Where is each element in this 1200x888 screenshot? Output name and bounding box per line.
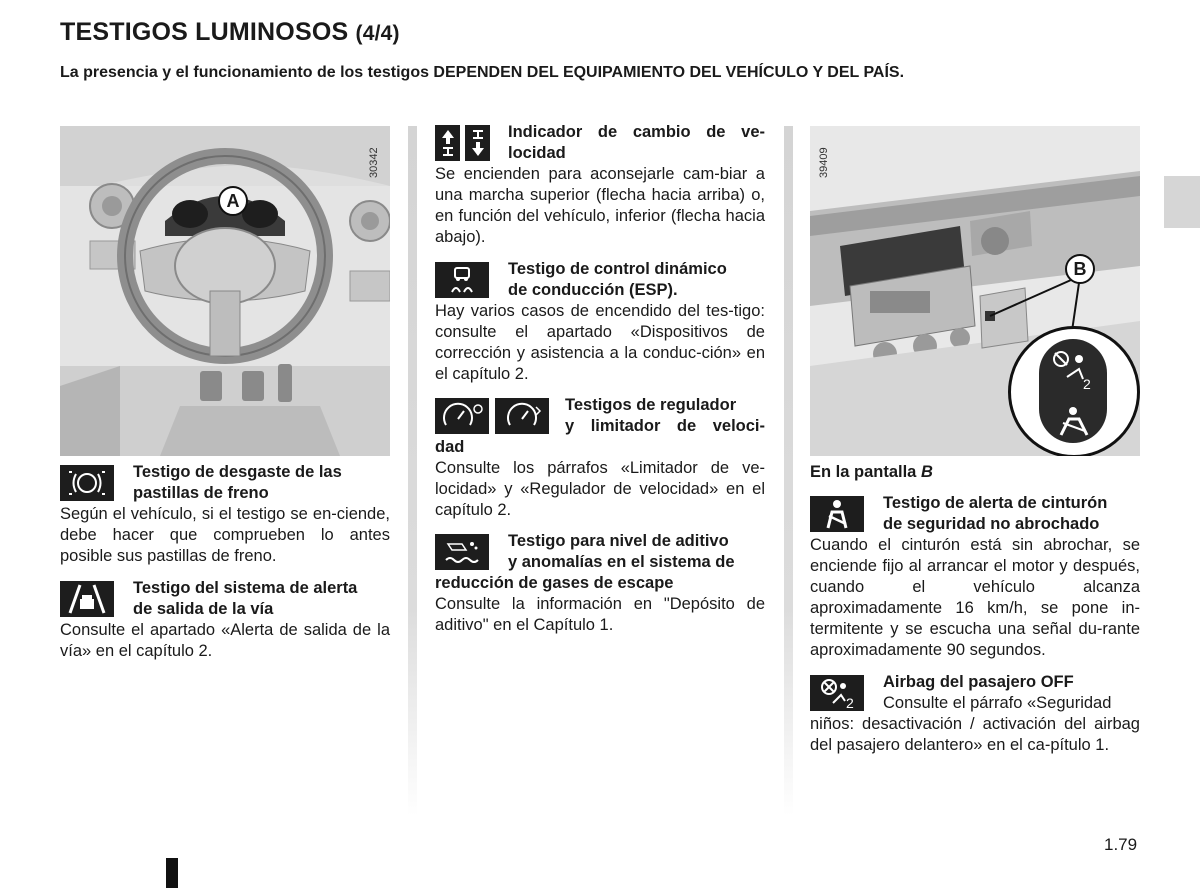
brake-wear-body: Según el vehículo, si el testigo se en-ciende, debe hacer que comprueben lo antes posible sus pastillas de freno.: [60, 505, 390, 565]
esp-title: [508, 259, 765, 301]
screen-label-prefix: En la pantalla: [810, 463, 921, 481]
airbag-off-icon: [810, 675, 864, 711]
seatbelt-warning-icon: [810, 496, 864, 532]
esp-title-line2: de conducción (ESP).: [508, 281, 678, 299]
screen-label-letter: B: [920, 463, 933, 481]
cruise-control-icon: [495, 398, 549, 434]
title-text: TESTIGOS LUMINOSOS: [60, 18, 349, 46]
screen-display: [1039, 339, 1107, 443]
callout-a-label: A: [226, 190, 240, 211]
lane-departure-title-line1: Testigo del sistema de alerta: [133, 579, 358, 597]
column-divider-right: [784, 126, 793, 816]
image-code-left: 30342: [368, 147, 380, 178]
title-part: (4/4): [355, 22, 400, 45]
gear-shift-body: Se encienden para aconsejarle cam-biar a una marcha superior (flecha hacia arriba) o, en función del vehículo, inferior (flecha hacia abajo).: [435, 165, 765, 246]
cruise-limiter-title-line1: Testigos de regulador: [565, 396, 737, 414]
callout-b-label: B: [1073, 258, 1087, 279]
page-number: 1.79: [1104, 835, 1138, 854]
lane-departure-title: [133, 578, 390, 620]
brake-wear-title-line1: Testigo de desgaste de las: [133, 463, 342, 481]
svg-text:2: 2: [1083, 376, 1091, 392]
seatbelt-title-line1: Testigo de alerta de cinturón: [883, 494, 1108, 512]
screen-label: [810, 462, 933, 483]
airbag-off-body: niños: desactivación / activación del airbag del pasajero delantero» en el ca-pítulo 1.: [810, 715, 1140, 754]
speed-limiter-icon: [435, 398, 489, 434]
svg-text:2: 2: [846, 695, 854, 709]
callout-a: [218, 186, 248, 216]
lane-departure-icon: [60, 581, 114, 617]
gear-down-icon: [465, 125, 490, 161]
seatbelt-body: Cuando el cinturón está sin abrochar, se enciende fijo al arrancar el motor y después, cuando el vehículo alcanza aproximadamente 16 km/h, se pone in-termitente y se escucha una señal du-rante aproximadamente 90 segundos.: [810, 536, 1140, 659]
esp-body: Hay varios casos de encendido del tes-tigo: consulte el apartado «Dispositivos de corrección y asistencia a la conduc-ción» en el capítulo 2.: [435, 302, 765, 383]
seatbelt-title: [883, 493, 1140, 535]
section-tab: [1164, 176, 1200, 228]
callout-b: [1065, 254, 1095, 284]
magnified-screen: [1008, 326, 1140, 456]
cruise-limiter-title: [565, 395, 765, 437]
brake-wear-title-line2: pastillas de freno: [133, 484, 269, 502]
seatbelt-title-line2: de seguridad no abrochado: [883, 515, 1100, 533]
dashboard-photo: [60, 126, 390, 456]
esp-title-line1: Testigo de control dinámico: [508, 260, 727, 278]
page-subtitle: La presencia y el funcionamiento de los testigos DEPENDEN DEL EQUIPAMIENTO DEL VEHÍCULO Y DEL PAÍS.: [60, 64, 905, 81]
cruise-limiter-icon: [435, 398, 549, 434]
screen-icons: [1039, 339, 1107, 443]
additive-body: Consulte la información en "Depósito de aditivo" en el Capítulo 1.: [435, 595, 765, 634]
gear-shift-indicator-icon: [435, 125, 491, 161]
print-mark: [166, 858, 178, 888]
esp-icon: [435, 262, 489, 298]
additive-title-line3: reducción de gases de escape: [435, 574, 674, 592]
column-divider-left: [408, 126, 417, 816]
additive-level-icon: [435, 534, 489, 570]
cruise-limiter-title-line3: dad: [435, 438, 465, 456]
lane-departure-body: Consulte el apartado «Alerta de salida de la vía» en el capítulo 2.: [60, 621, 390, 660]
airbag-off-body-line1: Consulte el párrafo «Seguridad: [883, 694, 1112, 712]
brake-wear-title: [133, 462, 390, 504]
gear-up-icon: [435, 125, 460, 161]
dashboard-illustration: [60, 126, 390, 456]
gear-shift-title-line2: locidad: [508, 144, 566, 162]
lane-departure-title-line2: de salida de la vía: [133, 600, 274, 618]
console-photo: [810, 126, 1140, 456]
brake-pad-wear-icon: [60, 465, 114, 501]
cruise-limiter-body: Consulte los párrafos «Limitador de ve-locidad» y «Regulador de velocidad» en el capítulo 2.: [435, 459, 765, 519]
additive-title-line2: y anomalías en el sistema de: [508, 553, 735, 571]
airbag-off-title: Airbag del pasajero OFF: [883, 673, 1074, 691]
additive-title-line1: Testigo para nivel de aditivo: [508, 532, 729, 550]
image-code-right: 39409: [818, 147, 830, 178]
page-title: [60, 18, 400, 47]
gear-shift-title-line1: Indicador de cambio de ve-: [508, 123, 765, 141]
gear-shift-title: [508, 122, 765, 164]
cruise-limiter-title-line2: y limitador de veloci-: [565, 417, 765, 435]
additive-title: [508, 531, 765, 573]
